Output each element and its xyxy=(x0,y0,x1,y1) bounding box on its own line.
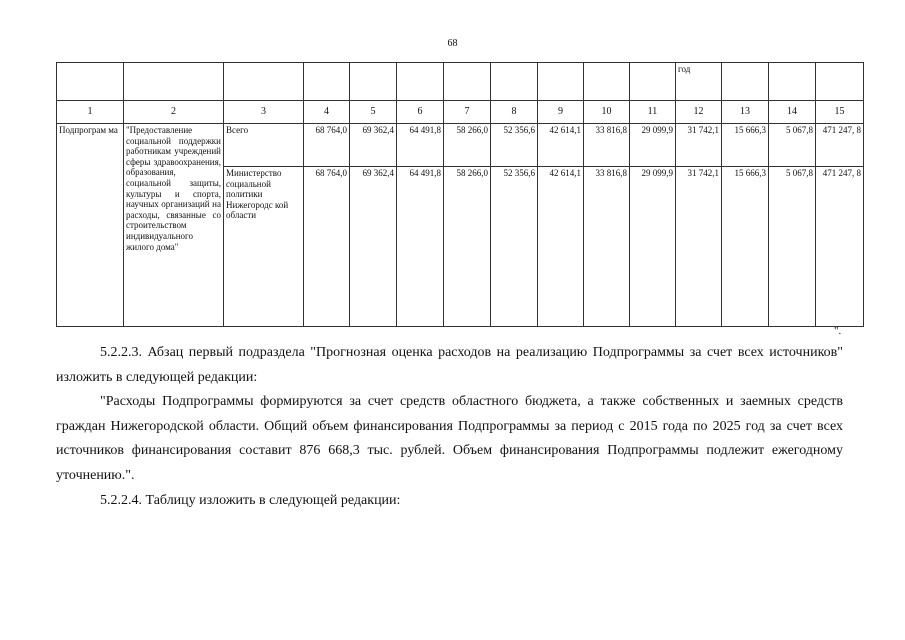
value-cell: 64 491,8 xyxy=(397,167,444,327)
column-number-row xyxy=(57,101,864,124)
closing-quote-mark: ". xyxy=(834,325,842,337)
column-number: 7 xyxy=(444,101,491,124)
total-cell: 471 247, 8 xyxy=(816,124,864,167)
value-cell: 33 816,8 xyxy=(584,124,630,167)
paragraph-quoted-text: "Расходы Подпрограммы формируются за счет средств областного бюджета, а также собственных и заемных средств граждан Нижегородской области. Общий объем финансирования Подпрограммы за период с 2015 года по 2025 год за счет всех источников финансирования составит 876 668,3 тыс. рублей. Объем финансирования Подпрограммы подлежит ежегодному уточнению.". xyxy=(56,394,843,483)
column-number: 15 xyxy=(816,101,864,124)
value-cell: 52 356,6 xyxy=(491,167,538,327)
value-cell: 42 614,1 xyxy=(538,167,584,327)
value-cell: 58 266,0 xyxy=(444,167,491,327)
value-cell: 31 742,1 xyxy=(676,167,722,327)
value-cell: 68 764,0 xyxy=(304,167,350,327)
value-cell: 29 099,9 xyxy=(630,124,676,167)
row-label-cell: Министерство социальной политики Нижегородс кой области xyxy=(224,167,304,327)
value-cell: 31 742,1 xyxy=(676,124,722,167)
column-number: 11 xyxy=(630,101,676,124)
program-name-cell: "Предоставление социальной поддержки работникам учреждений сферы здравоохранения, образования, социальной защиты, культуры и спорта, научных организаций на расходы, связанные со строительством индивидуального жилого дома" xyxy=(124,124,224,327)
page-number: 68 xyxy=(447,38,458,49)
column-number: 1 xyxy=(57,101,124,124)
column-number: 14 xyxy=(769,101,816,124)
column-number: 13 xyxy=(722,101,769,124)
funding-table xyxy=(56,62,864,327)
column-number: 2 xyxy=(124,101,224,124)
table-header-row xyxy=(57,63,864,101)
column-number: 5 xyxy=(350,101,397,124)
value-cell: 69 362,4 xyxy=(350,124,397,167)
paragraph-5-2-2-3: 5.2.2.3. Абзац первый подраздела "Прогнозная оценка расходов на реализацию Подпрограммы за счет всех источников" изложить в следующей редакции: xyxy=(56,345,843,385)
value-cell: 29 099,9 xyxy=(630,167,676,327)
value-cell: 69 362,4 xyxy=(350,167,397,327)
value-cell: 58 266,0 xyxy=(444,124,491,167)
value-cell: 5 067,8 xyxy=(769,167,816,327)
column-number: 8 xyxy=(491,101,538,124)
value-cell: 52 356,6 xyxy=(491,124,538,167)
column-number: 12 xyxy=(676,101,722,124)
paragraph-5-2-2-4: 5.2.2.4. Таблицу изложить в следующей редакции: xyxy=(100,493,401,508)
value-cell: 15 666,3 xyxy=(722,124,769,167)
column-number: 4 xyxy=(304,101,350,124)
row-label-cell: Всего xyxy=(224,124,304,167)
program-type-cell: Подпрограм ма xyxy=(57,124,124,327)
value-cell: 68 764,0 xyxy=(304,124,350,167)
year-header: год xyxy=(676,63,722,101)
value-cell: 42 614,1 xyxy=(538,124,584,167)
value-cell: 5 067,8 xyxy=(769,124,816,167)
column-number: 6 xyxy=(397,101,444,124)
table-row xyxy=(57,124,864,167)
value-cell: 33 816,8 xyxy=(584,167,630,327)
column-number: 10 xyxy=(584,101,630,124)
value-cell: 64 491,8 xyxy=(397,124,444,167)
value-cell: 15 666,3 xyxy=(722,167,769,327)
column-number: 9 xyxy=(538,101,584,124)
column-number: 3 xyxy=(224,101,304,124)
total-cell: 471 247, 8 xyxy=(816,167,864,327)
